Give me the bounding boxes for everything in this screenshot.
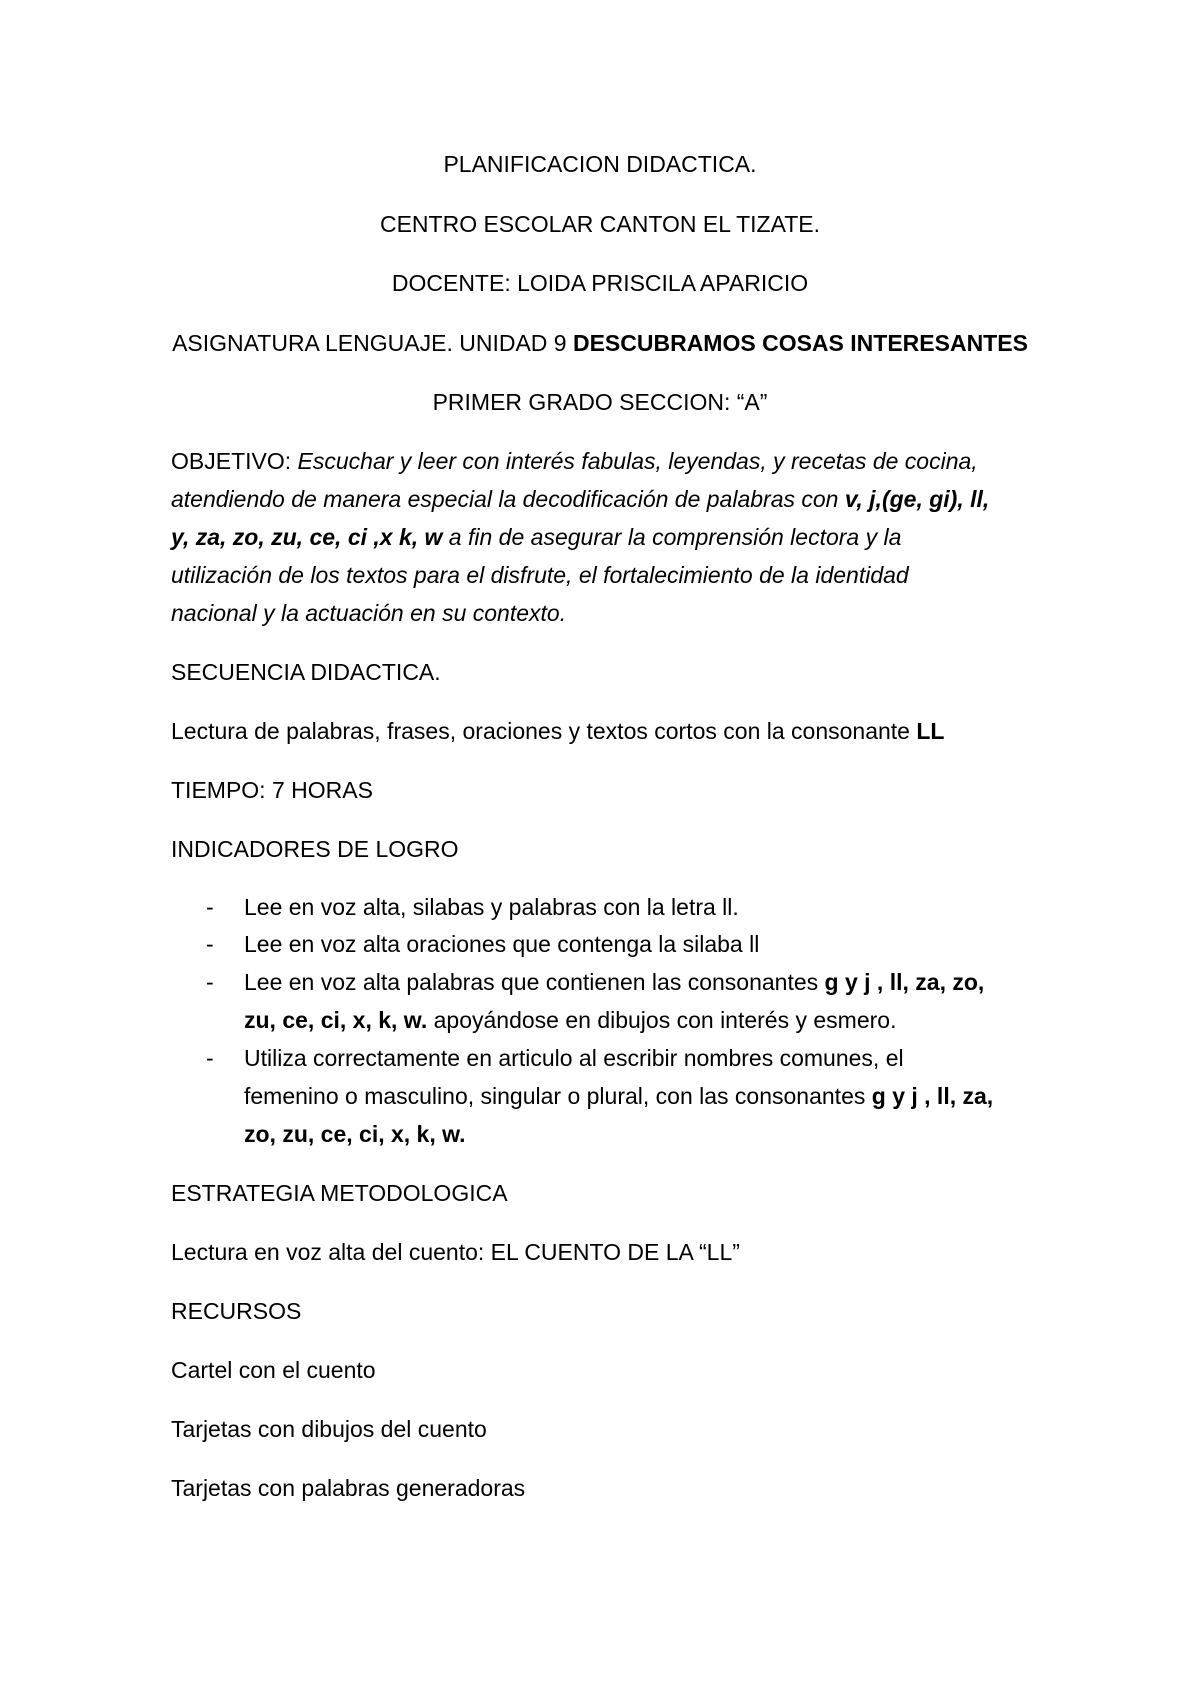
school-name: CENTRO ESCOLAR CANTON EL TIZATE. (379, 211, 821, 237)
list-item: Lee en voz alta palabras que contienen las consonantes g y j , ll, za, zo, (244, 969, 985, 995)
strategy-heading: ESTRATEGIA METODOLOGICA (171, 1180, 508, 1206)
bullet-dash: - (206, 969, 214, 995)
document-title: PLANIFICACION DIDACTICA. (443, 151, 757, 177)
bullet-dash: - (206, 931, 214, 957)
objective-text: Escuchar y leer con interés fabulas, leyendas, y recetas de cocina, (297, 448, 978, 474)
indicators-heading: INDICADORES DE LOGRO (171, 836, 459, 862)
objective-label: OBJETIVO: (171, 448, 298, 474)
bullet-dash: - (206, 894, 214, 920)
list-item: Lee en voz alta oraciones que contenga la silaba ll (244, 931, 760, 957)
sequence-text: Lectura de palabras, frases, oraciones y textos cortos con la consonante LL (171, 718, 945, 744)
subject-prefix: ASIGNATURA LENGUAJE. UNIDAD 9 (172, 330, 573, 356)
document-page: PLANIFICACION DIDACTICA. CENTRO ESCOLAR CANTON EL TIZATE. DOCENTE: LOIDA PRISCILA APARICIO ASIGNATURA LENGUAJE. UNIDAD 9 DESCUBRAMOS COSAS INTERESANTES PRIMER GRADO SECCION: “A” OBJETIVO: Escuchar y leer con interés fabulas, leyendas, y recetas de cocina, atendiendo de manera especial la decodificación de palabras con v, j,(ge, gi), ll, y, za, zo, zu, ce, ci ,x k, w a fin de asegurar la comprensión lectora y la utilización de los textos para el disfrute, el fortalecimiento de la identidad nacional y la actuación en su contexto. SECUENCIA DIDACTICA. Lectura de palabras, frases, oraciones y textos cortos con la consonante LL TIEMPO: 7 HORAS INDICADORES DE LOGRO - Lee en voz alta, silabas y palabras con la letra ll. - Lee en voz alta oraciones que contenga la silaba ll - Lee en voz alta palabras que contienen las consonantes g y j , ll, za, zo, zu, ce, ci, x, k, w. apoyándose en dibujos con interés y esmero. - Utiliza correctamente en articulo al escribir nombres comunes, el femenino o masculino, singular o plural, con las consonantes g y j , ll, za, zo, zu, ce, ci, x, k, w. ESTRATEGIA METODOLOGICA Lectura en voz alta del cuento: EL CUENTO DE LA “LL” RECURSOS Cartel con el cuento Tarjetas con dibujos del cuento Tarjetas con palabras generadoras (0, 0, 1200, 1696)
resource-item: Tarjetas con dibujos del cuento (171, 1416, 487, 1442)
teacher-name: DOCENTE: LOIDA PRISCILA APARICIO (391, 270, 809, 296)
time-line: TIEMPO: 7 HORAS (171, 777, 373, 803)
unit-title: DESCUBRAMOS COSAS INTERESANTES (572, 330, 1028, 356)
sequence-heading: SECUENCIA DIDACTICA. (171, 659, 441, 685)
resources-heading: RECURSOS (171, 1298, 302, 1324)
resource-item: Cartel con el cuento (171, 1357, 376, 1383)
bullet-dash: - (206, 1045, 214, 1071)
resource-item: Tarjetas con palabras generadoras (171, 1475, 526, 1501)
strategy-text: Lectura en voz alta del cuento: EL CUENTO DE LA “LL” (171, 1239, 740, 1265)
subject-line (0, 325, 1200, 362)
list-item: Lee en voz alta, silabas y palabras con la letra ll. (244, 894, 739, 920)
grade-section: PRIMER GRADO SECCION: “A” (432, 389, 768, 415)
list-item: Utiliza correctamente en articulo al escribir nombres comunes, el (244, 1045, 904, 1071)
